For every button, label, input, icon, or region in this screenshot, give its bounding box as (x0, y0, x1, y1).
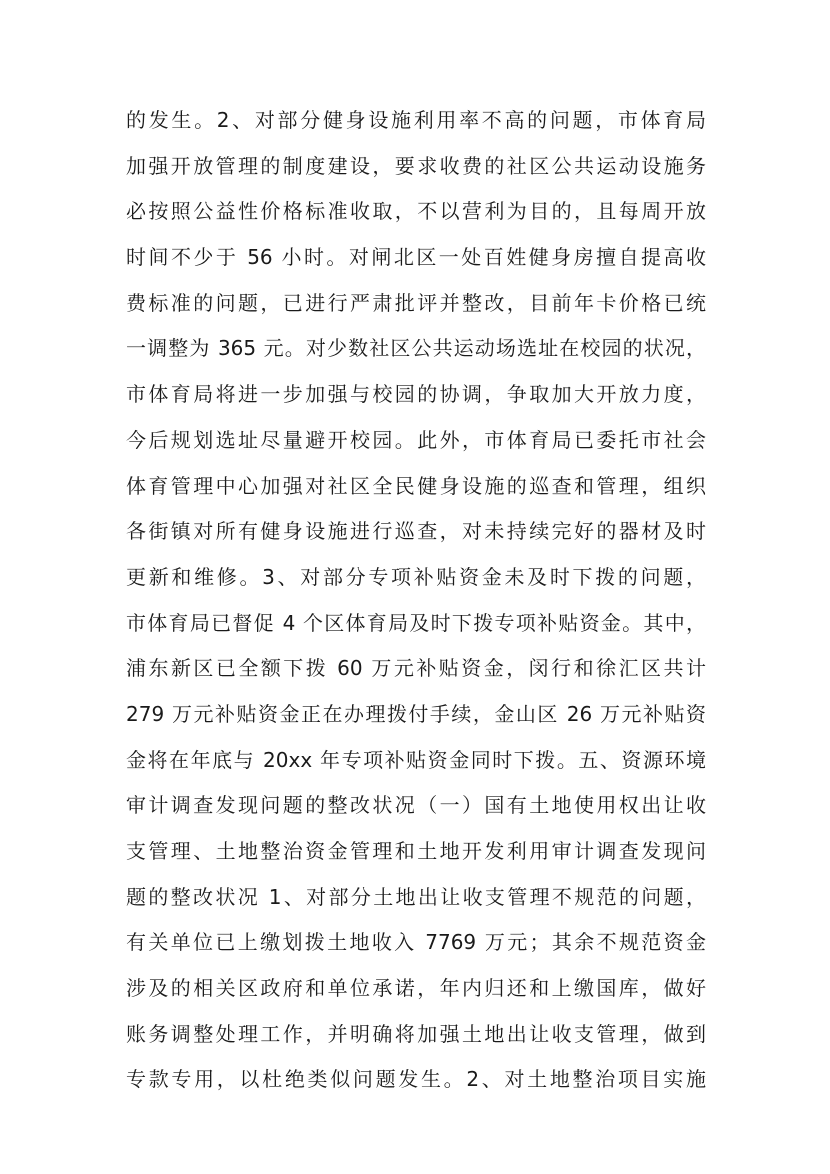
text-line: 279 万元补贴资金正在办理拨付手续，金山区 26 万元补贴资 (126, 701, 706, 726)
text-line: 浦东新区已全额下拨 60 万元补贴资金，闵行和徐汇区共计 (126, 656, 706, 681)
text-line: 体育管理中心加强对社区全民健身设施的巡查和管理，组织 (126, 473, 706, 498)
text-line: 市体育局已督促 4 个区体育局及时下拨专项补贴资金。其中， (126, 610, 706, 635)
text-line: 市体育局将进一步加强与校园的协调，争取加大开放力度， (126, 382, 706, 407)
text-line: 更新和维修。3、对部分专项补贴资金未及时下拨的问题， (126, 564, 706, 589)
text-line: 费标准的问题，已进行严肃批评并整改，目前年卡价格已统 (126, 290, 706, 315)
text-line: 必按照公益性价格标准收取，不以营利为目的，且每周开放 (126, 199, 706, 224)
text-line: 金将在年底与 20xx 年专项补贴资金同时下拨。五、资源环境 (126, 747, 706, 772)
text-line: 账务调整处理工作，并明确将加强土地出让收支管理，做到 (126, 1021, 706, 1046)
text-line: 的发生。2、对部分健身设施利用率不高的问题，市体育局 (126, 108, 706, 132)
text-line: 一调整为 365 元。对少数社区公共运动场选址在校园的状况， (126, 336, 706, 361)
text-line: 各街镇对所有健身设施进行巡查，对未持续完好的器材及时 (126, 519, 706, 544)
text-line: 加强开放管理的制度建设，要求收费的社区公共运动设施务 (126, 153, 706, 178)
text-line: 题的整改状况 1、对部分土地出让收支管理不规范的问题， (126, 884, 706, 909)
text-line: 专款专用，以杜绝类似问题发生。2、对土地整治项目实施 (126, 1067, 706, 1092)
text-line: 时间不少于 56 小时。对闸北区一处百姓健身房擅自提高收 (126, 245, 706, 270)
text-line: 审计调查发现问题的整改状况（一）国有土地使用权出让收 (126, 793, 706, 818)
text-line: 有关单位已上缴划拨土地收入 7769 万元；其余不规范资金 (126, 930, 706, 955)
body-text (126, 98, 706, 1103)
text-line: 今后规划选址尽量避开校园。此外，市体育局已委托市社会 (126, 427, 706, 452)
text-line: 涉及的相关区政府和单位承诺，年内归还和上缴国库，做好 (126, 976, 706, 1001)
text-line: 支管理、土地整治资金管理和土地开发利用审计调查发现问 (126, 839, 706, 863)
